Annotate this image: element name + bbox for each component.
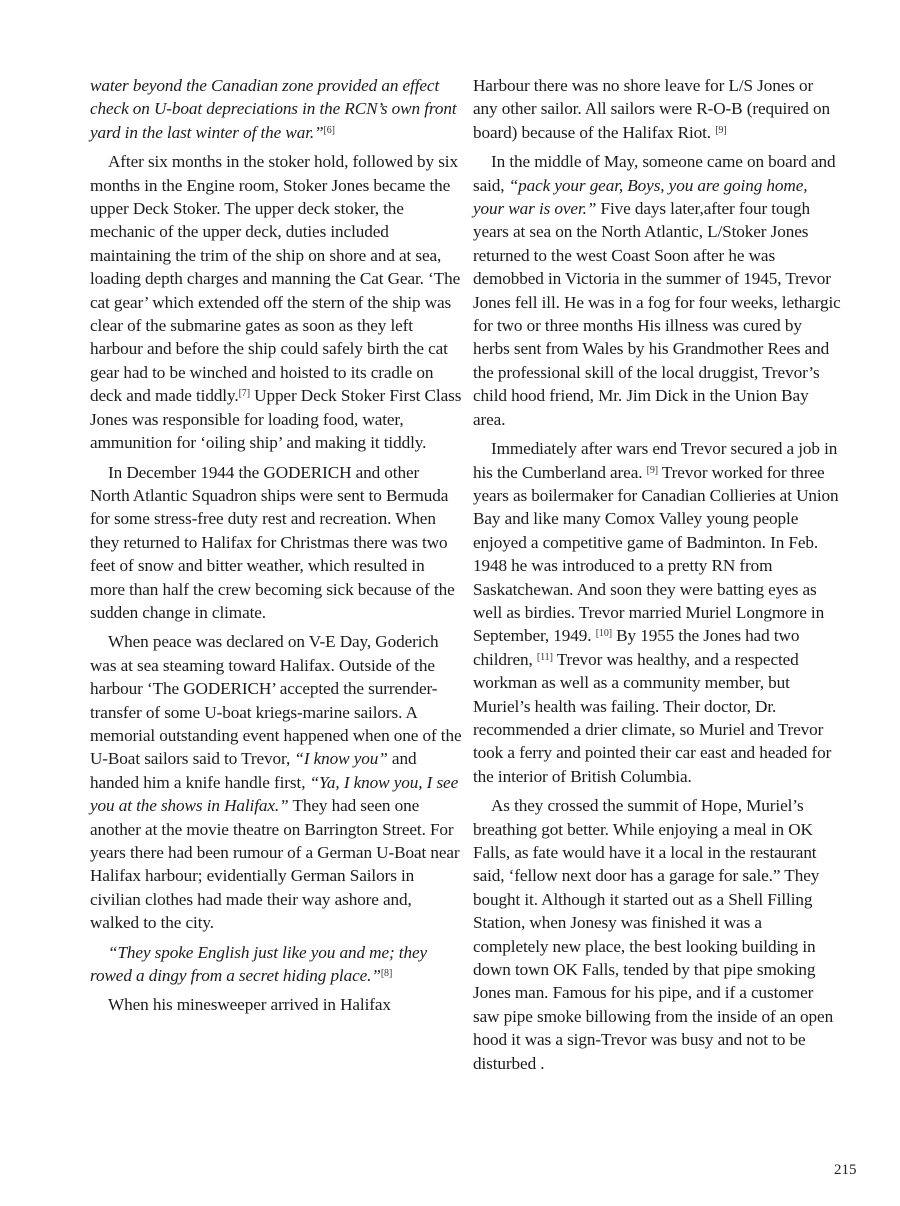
footnote-ref: [11] [536, 651, 553, 663]
shore-leave-paragraph [473, 74, 841, 144]
paragraph-text: Harbour there was no shore leave for L/S Jones or any other sailor. All sailors were R-O-B (required on board) because of the Halifax Riot. [473, 76, 830, 142]
italic-quote: “Ya, I know you, I see you at the shows in Halifax.” [90, 772, 459, 816]
stoker-duties-paragraph [90, 150, 462, 454]
footnote-ref: [8] [380, 968, 393, 980]
going-home-paragraph [473, 150, 841, 431]
paragraph-text: Five days later,after four tough years at sea on the North Atlantic, L/Stoker Jones returned to the west Coast Soon after he was demobbed in Victoria in the summer of 1945, Trevor Jones fell ill. He was in a fog for four weeks, lethargic for two or three months His illness was cured by herbs sent from Wales by his Grandmother Rees and the professional skill of the local druggist, Trevor’s child hood friend, Mr. Jim Dick in the Union Bay area. [473, 199, 841, 429]
footnote-ref: [6] [323, 124, 335, 136]
paragraph-text: After six months in the stoker hold, followed by six months in the Engine room, Stoker Jones became the upper Deck Stoker. The upper deck stoker, the mechanic of the upper deck, duties included maintaining the trim of the ship on shore and at sea, loading depth charges and manning the Cat Gear. ‘The cat gear’ which extended off the stern of the ship was clear of the submarine gates as soon as they left harbour and before the ship could safely birth the cat gear had to be winched and hoisted to its cradle on deck and made tiddly. [90, 152, 461, 406]
italic-quote: “pack your gear, Boys, you are going home, your war is over.” [473, 175, 808, 219]
footnote-ref: [9] [646, 464, 658, 476]
page-number: 215 [834, 1162, 857, 1178]
ok-falls-paragraph [473, 794, 841, 1075]
paragraph-text: Trevor worked for three years as boilermaker for Canadian Collieries at Union Bay and like many Comox Valley young people enjoyed a competitive game of Badminton. In Feb. 1948 he was introduced to a pretty RN from Saskatchewan. And soon they were batting eyes as well as birdies. Trevor married Muriel Longmore in September, 1949. [473, 462, 839, 646]
paragraph-text: They had seen one another at the movie theatre on Barrington Street. For years there had been rumour of a German U-Boat near Halifax harbour; evidentially German Sailors in civilian clothes had made their way ashore and, walked to the city. [90, 796, 460, 933]
left-column [90, 74, 462, 1017]
paragraph-text: As they crossed the summit of Hope, Muriel’s breathing got better. While enjoying a meal in OK Falls, as fate would have it a local in the restaurant said, ‘fellow next door has a garage for sale.” They bought it. Although it started out as a Shell Filling Station, when Jonesy was finished it was a completely new place, the best looking building in down town OK Falls, tended by that pipe smoking Jones man. Famous for his pipe, and if a customer saw pipe smoke billowing from the inside of an open hood it was a sign-Trevor was busy and not to be disturbed . [473, 796, 834, 1073]
bermuda-paragraph [90, 461, 462, 625]
italic-quote: “They spoke English just like you and me; they rowed a dingy from a secret hiding place.” [90, 942, 428, 986]
italic-quote: water beyond the Canadian zone provided an effect check on U-boat depreciations in the RCN’s own front yard in the last winter of the war.” [90, 76, 457, 142]
quote-continuation-paragraph [90, 74, 462, 144]
footnote-ref: [7] [238, 388, 250, 400]
paragraph-text: By 1955 the Jones had two children, [473, 626, 800, 669]
paragraph-text: Upper Deck Stoker First Class Jones was responsible for loading food, water, ammunition for ‘oiling ship’ and making it tiddly. [90, 386, 462, 453]
paragraph-text: When his minesweeper arrived in Halifax [108, 995, 391, 1015]
paragraph-text: In the middle of May, someone came on board and said, [473, 152, 836, 195]
postwar-paragraph [473, 437, 841, 788]
footnote-ref: [9] [715, 124, 727, 136]
ve-day-paragraph [90, 630, 462, 934]
paragraph-text: Immediately after wars end Trevor secured a job in his the Cumberland area. [473, 439, 838, 482]
italic-quote: “I know you” [294, 749, 388, 769]
right-column [473, 74, 841, 1075]
paragraph-text: In December 1944 the GODERICH and other North Atlantic Squadron ships were sent to Bermuda for some stress-free duty rest and recreation. When they returned to Halifax for Christmas there was two feet of snow and bitter weather, which resulted in more than half the crew becoming sick because of the sudden change in climate. [90, 462, 455, 622]
halifax-arrival-paragraph [90, 993, 462, 1016]
paragraph-text: When peace was declared on V-E Day, Goderich was at sea steaming toward Halifax. Outside of the harbour ‘The GODERICH’ accepted the surrender- transfer of some U-boat kriegs-marine sailors. A memorial outstanding event happened when one of the U-Boat sailors said to Trevor, [90, 632, 462, 769]
paragraph-text: and handed him a knife handle first, [90, 749, 417, 792]
paragraph-text: Trevor was healthy, and a respected workman as well as a community member, but Muriel’s health was failing. Their doctor, Dr. recommended a drier climate, so Muriel and Trevor took a ferry and pointed their car east and headed for the interior of British Columbia. [473, 649, 832, 786]
sailors-quote-paragraph [90, 941, 462, 988]
footnote-ref: [10] [595, 628, 612, 640]
